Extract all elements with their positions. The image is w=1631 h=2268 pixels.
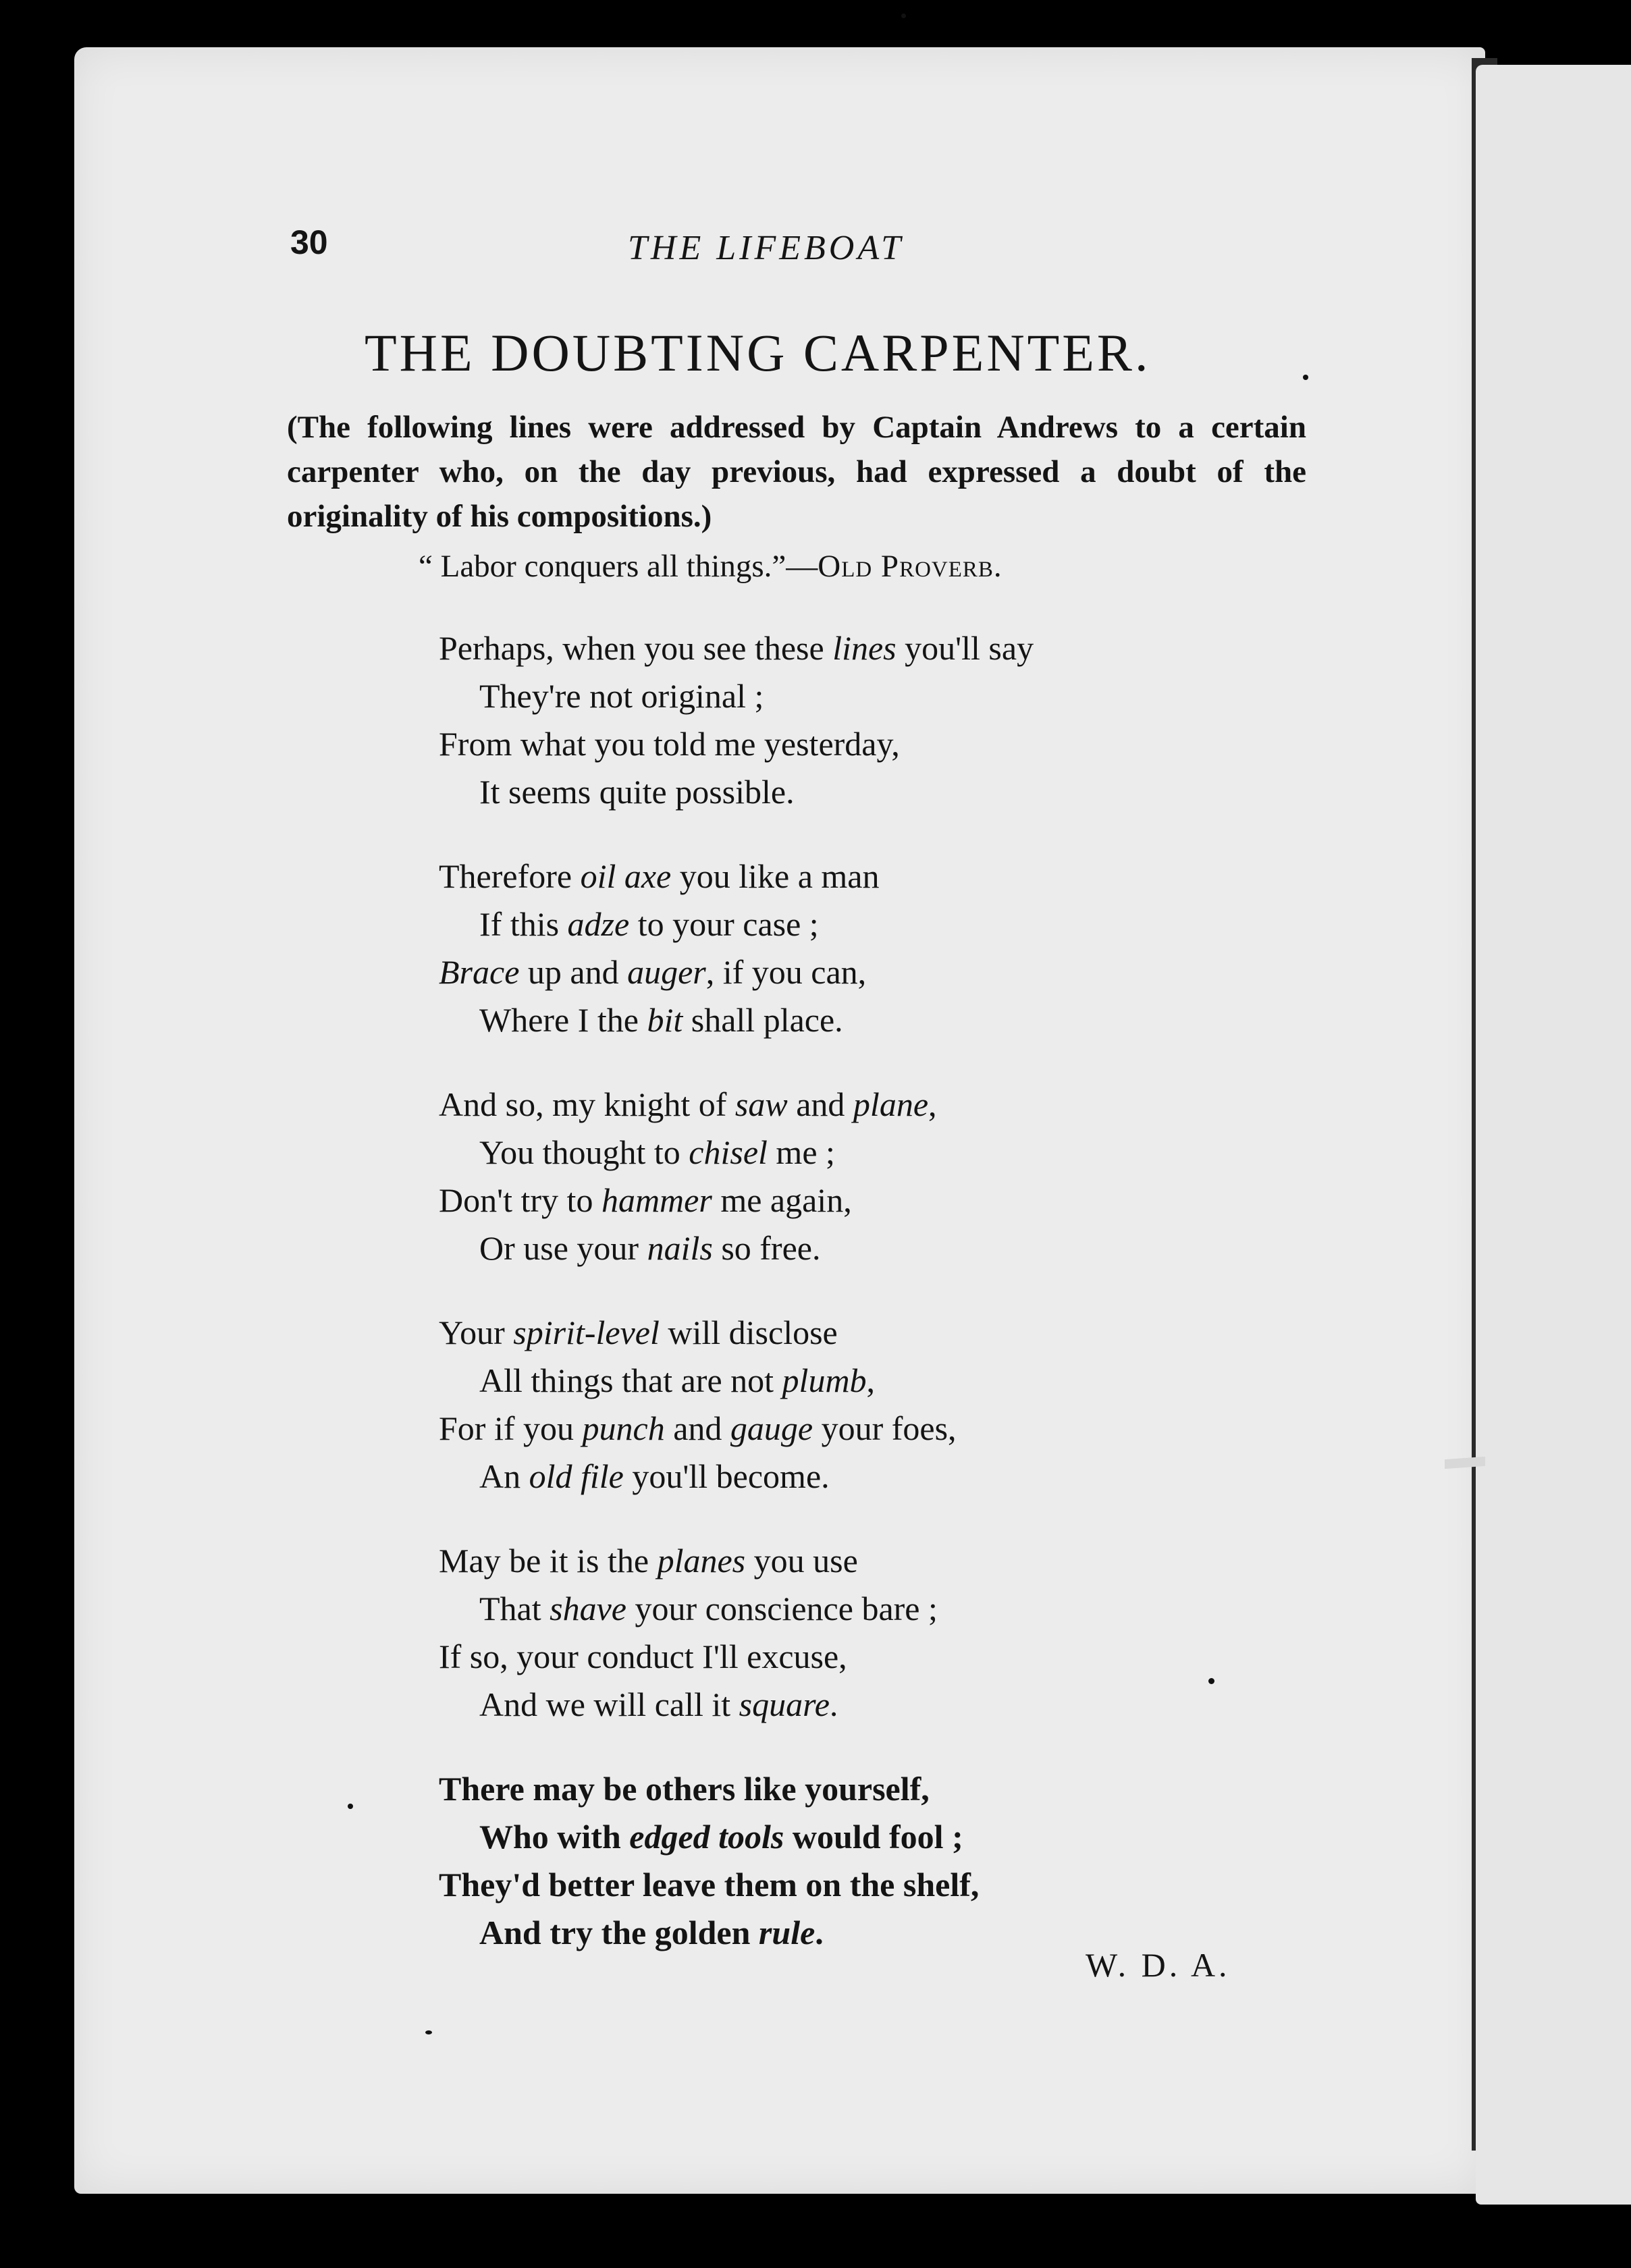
poem-line: They're not original ; xyxy=(479,677,764,715)
italic-word: old file xyxy=(529,1457,624,1495)
stanza xyxy=(439,624,1316,816)
dust-speck xyxy=(1303,375,1308,380)
italic-word: chisel xyxy=(689,1133,768,1171)
italic-word: plane xyxy=(853,1085,929,1123)
stanza xyxy=(439,1537,1316,1729)
poem-line: All things that are not plumb, xyxy=(479,1361,876,1399)
italic-word: spirit-level xyxy=(513,1314,660,1351)
poem-line: An old file you'll become. xyxy=(479,1457,830,1495)
poem-line: Your spirit-level will disclose xyxy=(439,1314,838,1351)
italic-word: gauge xyxy=(730,1409,813,1447)
author-signature: W. D. A. xyxy=(1086,1946,1231,1984)
poem-line: If this adze to your case ; xyxy=(479,905,819,943)
italic-word: nails xyxy=(647,1229,713,1267)
italic-word: lines xyxy=(832,629,897,667)
dust-speck xyxy=(901,14,906,18)
italic-word: hammer xyxy=(601,1181,712,1219)
poem-line: There may be others like yourself, xyxy=(439,1770,930,1808)
italic-word: Brace xyxy=(439,953,520,991)
stanza xyxy=(439,1765,1316,1957)
epigraph-attribution: Old Proverb. xyxy=(818,549,1002,584)
facing-page xyxy=(1476,65,1631,2205)
poem-body xyxy=(439,624,1316,1993)
italic-word: planes xyxy=(657,1542,746,1580)
poem-line: May be it is the planes you use xyxy=(439,1542,858,1580)
poem-line: From what you told me yesterday, xyxy=(439,725,900,763)
italic-word: square xyxy=(739,1685,830,1723)
dust-speck xyxy=(1208,1678,1214,1684)
dust-speck xyxy=(425,2030,432,2034)
poem-line: And try the golden rule. xyxy=(479,1914,824,1951)
italic-word: punch xyxy=(582,1409,665,1447)
poem-line: Where I the bit shall place. xyxy=(479,1001,843,1039)
epigraph-quote: “ Labor conquers all things.”— xyxy=(419,549,818,584)
stanza xyxy=(439,1309,1316,1501)
poem-line: For if you punch and gauge your foes, xyxy=(439,1409,957,1447)
poem-line: They'd better leave them on the shelf, xyxy=(439,1866,980,1904)
poem-line: Don't try to hammer me again, xyxy=(439,1181,852,1219)
poem-line: That shave your conscience bare ; xyxy=(479,1590,938,1627)
page-number: 30 xyxy=(290,223,328,261)
poem-line: You thought to chisel me ; xyxy=(479,1133,835,1171)
running-title: THE LIFEBOAT xyxy=(628,229,905,267)
poem-title: THE DOUBTING CARPENTER. xyxy=(365,323,1151,382)
italic-word: bit xyxy=(647,1001,683,1039)
poem-line: Brace up and auger, if you can, xyxy=(439,953,867,991)
poem-line: Who with edged tools would fool ; xyxy=(479,1818,963,1856)
italic-word: plumb xyxy=(782,1361,867,1399)
poem-line: And we will call it square. xyxy=(479,1685,838,1723)
italic-word: edged tools xyxy=(629,1818,784,1856)
epigraph xyxy=(419,548,1002,585)
italic-word: rule xyxy=(758,1914,816,1951)
poem-line: If so, your conduct I'll excuse, xyxy=(439,1638,847,1675)
stanza xyxy=(439,1081,1316,1272)
dust-speck xyxy=(348,1804,353,1809)
italic-word: adze xyxy=(567,905,630,943)
poem-line: Perhaps, when you see these lines you'll say xyxy=(439,629,1034,667)
poem-line: Therefore oil axe you like a man xyxy=(439,857,880,895)
running-head xyxy=(0,223,1631,277)
stanza xyxy=(439,853,1316,1044)
poem-line: And so, my knight of saw and plane, xyxy=(439,1085,937,1123)
italic-word: saw xyxy=(734,1085,788,1123)
poem-line: Or use your nails so free. xyxy=(479,1229,821,1267)
intro-note: (The following lines were addressed by Captain Andrews to a certain carpenter who, on the day previous, had expressed a doubt of the originality of his compositions.) xyxy=(287,410,1306,534)
italic-word: auger xyxy=(627,953,706,991)
italic-word: oil axe xyxy=(580,857,672,895)
italic-word: shave xyxy=(550,1590,626,1627)
poem-line: It seems quite possible. xyxy=(479,773,795,811)
